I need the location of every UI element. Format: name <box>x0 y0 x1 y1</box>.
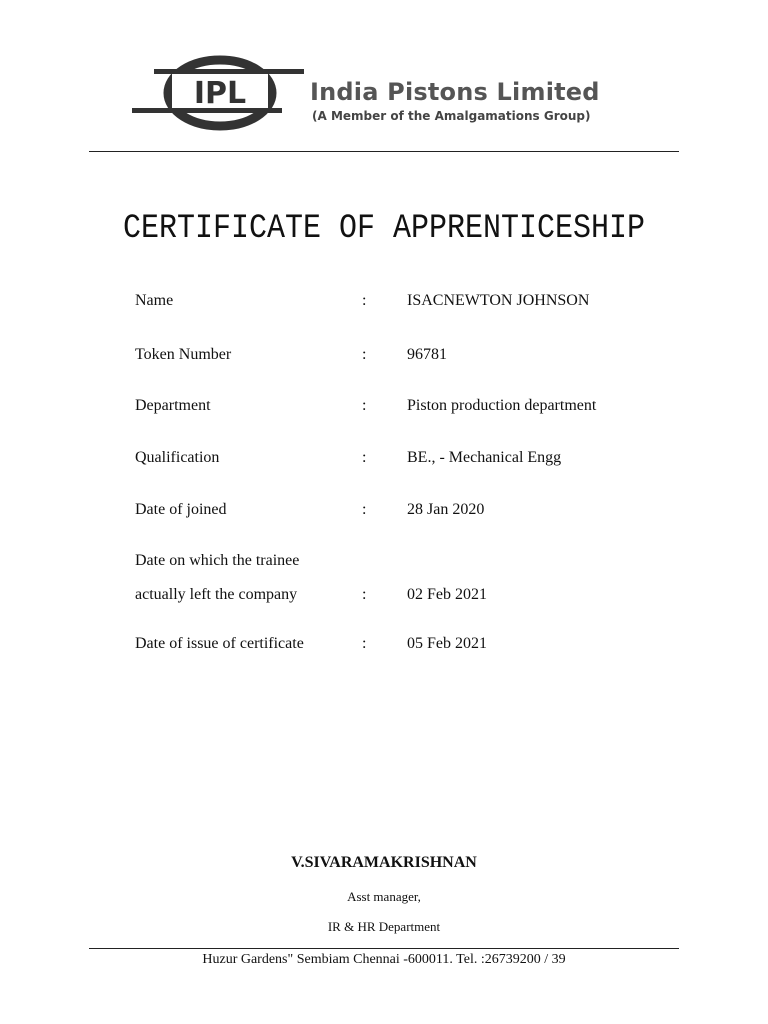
signatory-name: V.SIVARAMAKRISHNAN <box>291 854 477 871</box>
field-separator: : <box>362 292 367 309</box>
header-divider <box>89 151 679 152</box>
ipl-logo-icon <box>132 52 312 134</box>
field-value-date-left: 02 Feb 2021 <box>407 586 487 603</box>
field-label-department: Department <box>135 397 211 414</box>
field-separator: : <box>362 501 367 518</box>
field-separator: : <box>362 346 367 363</box>
field-label-date-left-line2: actually left the company <box>135 586 298 603</box>
signatory-department: IR & HR Department <box>327 919 441 934</box>
footer-divider <box>89 948 679 949</box>
field-separator: : <box>362 397 367 414</box>
company-subtitle: (A Member of the Amalgamations Group) <box>312 109 591 123</box>
field-value-department: Piston production department <box>407 397 597 414</box>
field-label-date-left-line1: Date on which the trainee <box>135 552 300 569</box>
field-value-name: ISACNEWTON JOHNSON <box>407 292 590 309</box>
company-name: India Pistons Limited <box>310 78 600 106</box>
field-label-token-number: Token Number <box>135 346 232 363</box>
field-value-qualification: BE., - Mechanical Engg <box>407 449 562 466</box>
field-label-qualification: Qualification <box>135 449 220 466</box>
field-value-date-issue: 05 Feb 2021 <box>407 635 487 652</box>
footer-address: Huzur Gardens" Sembiam Chennai -600011. Tel. :26739200 / 39 <box>202 952 566 967</box>
company-logo <box>132 52 662 134</box>
field-separator: : <box>362 586 367 603</box>
field-value-date-joined: 28 Jan 2020 <box>407 501 485 518</box>
field-value-token-number: 96781 <box>407 346 447 363</box>
logo-text: IPL <box>193 76 247 111</box>
field-label-name: Name <box>135 292 174 309</box>
field-separator: : <box>362 449 367 466</box>
certificate-title: CERTIFICATE OF APPRENTICESHIP <box>122 209 646 249</box>
field-separator: : <box>362 635 367 652</box>
field-label-date-issue: Date of issue of certificate <box>135 635 304 652</box>
field-label-date-joined: Date of joined <box>135 501 227 518</box>
signatory-title: Asst manager, <box>347 889 421 904</box>
